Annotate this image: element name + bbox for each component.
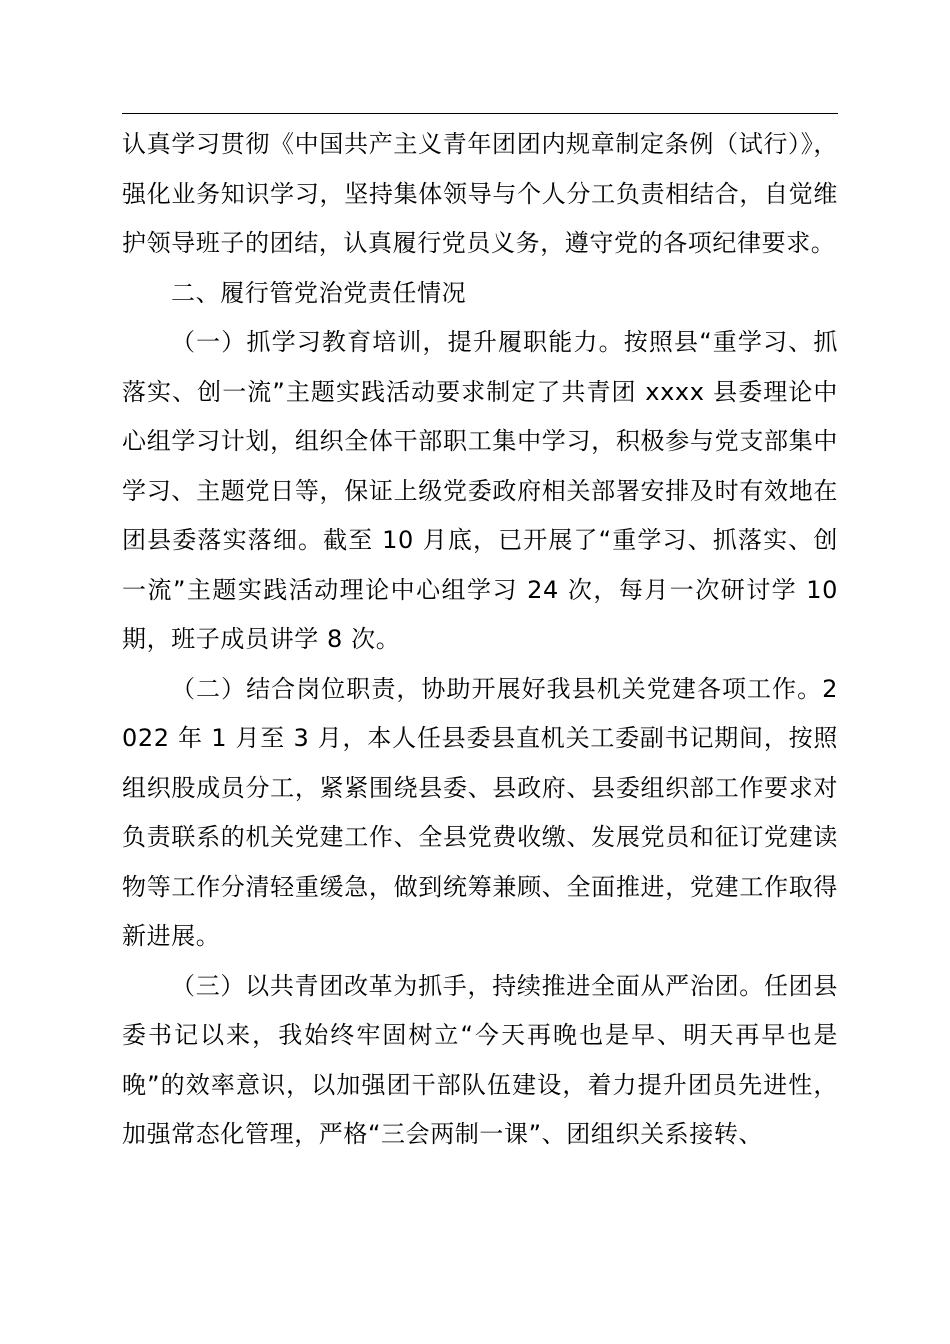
document-body [122, 120, 838, 1160]
header-rule [122, 113, 838, 114]
paragraph-item-3: （三）以共青团改革为抓手，持续推进全面从严治团。任团县委书记以来，我始终牢固树立“今天再晚也是早、明天再早也是晚”的效率意识，以加强团干部队伍建设，着力提升团员先进性，加强常态化管理，严格“三会两制一课”、团组织关系接转、 [122, 971, 838, 1148]
paragraph-item-2: （二）结合岗位职责，协助开展好我县机关党建各项工作。2022 年 1 月至 3 月，本人任县委县直机关工委副书记期间，按照组织股成员分工，紧紧围绕县委、县政府、县委组织部工作要求对负责联系的机关党建工作、全县党费收缴、发展党员和征订党建读物等工作分清轻重缓急，做到统筹兼顾、全面推进，党建工作取得新进展。 [122, 674, 838, 950]
section-heading: 二、履行管党治党责任情况 [171, 278, 467, 307]
paragraph-item-1: （一）抓学习教育培训，提升履职能力。按照县“重学习、抓落实、创一流”主题实践活动要求制定了共青团 xxxx 县委理论中心组学习计划，组织全体干部职工集中学习，积极参与党支部集中学习、主题党日等，保证上级党委政府相关部署安排及时有效地在团县委落实落细。截至 10 月底，已开展了“重学习、抓落实、创一流”主题实践活动理论中心组学习 24 次，每月一次研讨学 10 期，班子成员讲学 8 次。 [122, 328, 838, 653]
paragraph-continuation: 认真学习贯彻《中国共产主义青年团团内规章制定条例（试行）》，强化业务知识学习，坚持集体领导与个人分工负责相结合，自觉维护领导班子的团结，认真履行党员义务，遵守党的各项纪律要求。 [122, 130, 838, 257]
